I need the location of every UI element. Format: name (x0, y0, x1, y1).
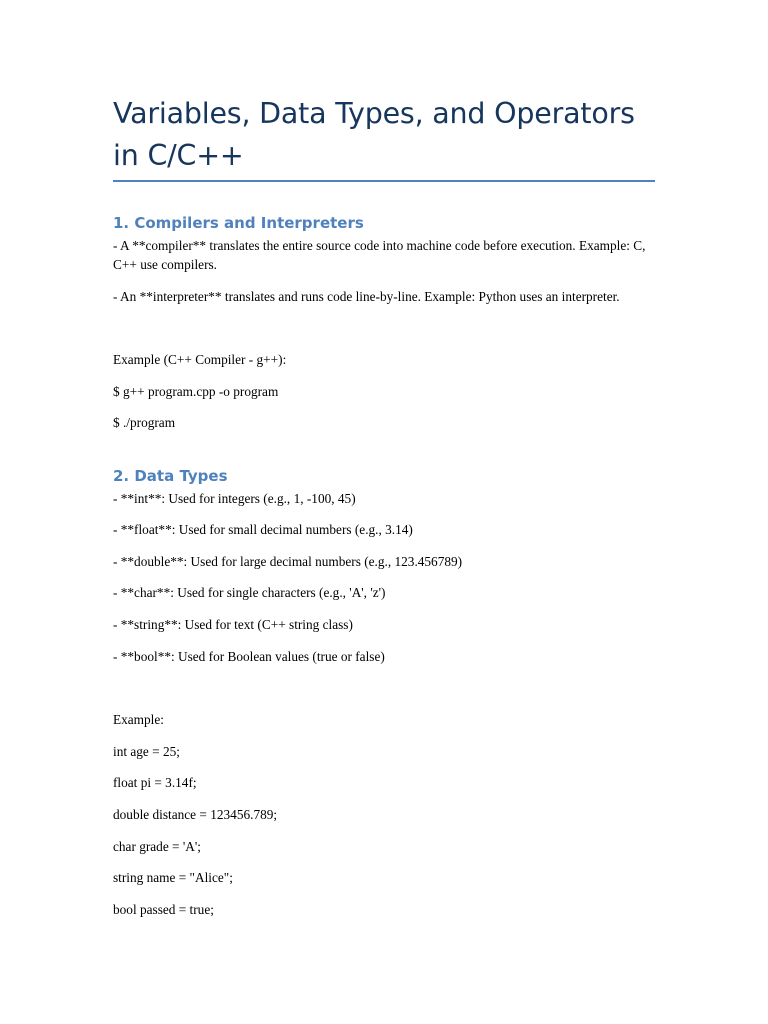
paragraph-example-label: Example (C++ Compiler - g++): (113, 352, 287, 367)
code-line: double distance = 123456.789; (113, 807, 278, 822)
list-item-string: - **string**: Used for text (C++ string class) (113, 617, 353, 632)
paragraph-interpreter: - An **interpreter** translates and runs code line-by-line. Example: Python uses an interpreter. (113, 289, 620, 304)
section-heading-compilers: 1. Compilers and Interpreters (113, 214, 364, 232)
list-item-int: - **int**: Used for integers (e.g., 1, -100, 45) (113, 491, 356, 506)
list-item-char: - **char**: Used for single characters (e.g., 'A', 'z') (113, 585, 386, 600)
paragraph-compiler: - A **compiler** translates the entire source code into machine code before execution. Example: C, C++ use compilers. (113, 238, 646, 272)
code-line: char grade = 'A'; (113, 839, 201, 854)
list-item-double: - **double**: Used for large decimal numbers (e.g., 123.456789) (113, 554, 463, 569)
list-item-bool: - **bool**: Used for Boolean values (true or false) (113, 649, 385, 664)
title-underline (113, 180, 655, 182)
document-title: Variables, Data Types, and Operators in C/C++ (113, 97, 635, 172)
list-item-float: - **float**: Used for small decimal numbers (e.g., 3.14) (113, 522, 413, 537)
code-line: float pi = 3.14f; (113, 775, 197, 790)
code-line: int age = 25; (113, 744, 180, 759)
code-line-run: $ ./program (113, 415, 176, 430)
code-line: string name = "Alice"; (113, 870, 233, 885)
code-line-compile: $ g++ program.cpp -o program (113, 384, 279, 399)
section-heading-data-types: 2. Data Types (113, 467, 228, 485)
code-line: bool passed = true; (113, 902, 214, 917)
paragraph-example-label: Example: (113, 712, 164, 727)
